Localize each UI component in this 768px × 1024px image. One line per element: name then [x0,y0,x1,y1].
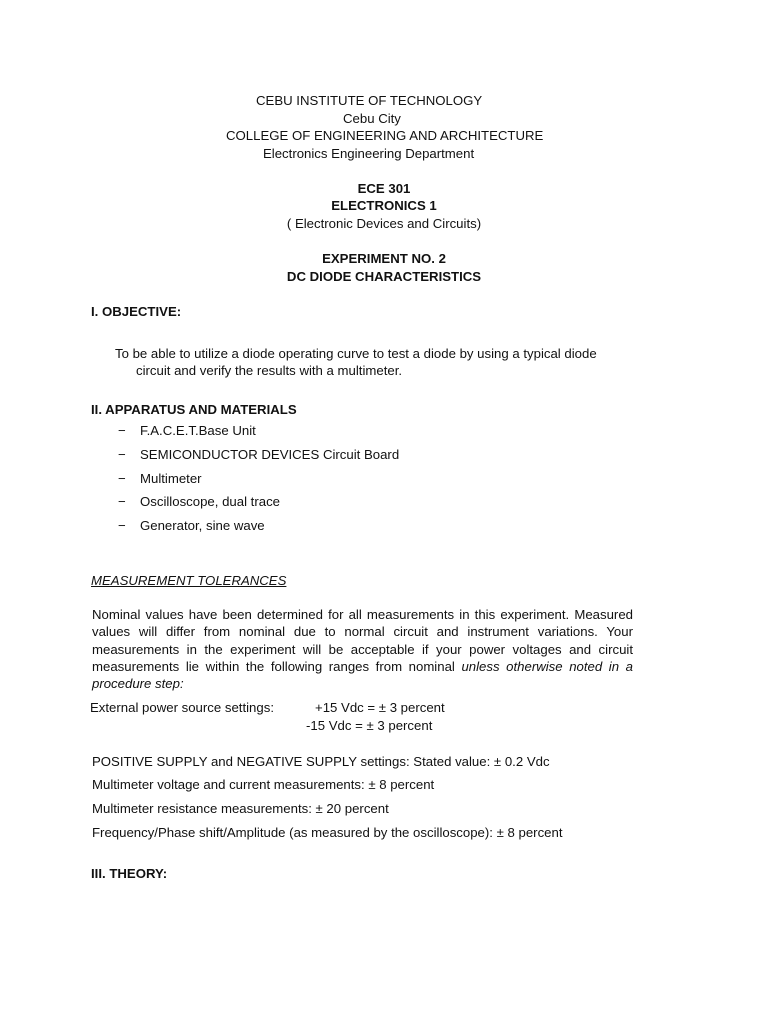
tolerance-line: Frequency/Phase shift/Amplitude (as measured by the oscilloscope): ± 8 percent [92,825,563,840]
tolerance-line: POSITIVE SUPPLY and NEGATIVE SUPPLY settings: Stated value: ± 0.2 Vdc [92,754,550,769]
institute-name: CEBU INSTITUTE OF TECHNOLOGY [256,93,483,108]
dash-icon: − [118,423,126,438]
dash-icon: − [118,494,126,509]
tolerance-line: Multimeter resistance measurements: ± 20 percent [92,801,389,816]
external-power-positive: +15 Vdc = ± 3 percent [315,700,445,715]
dash-icon: − [118,447,126,462]
tolerances-heading: MEASUREMENT TOLERANCES [91,573,287,588]
external-power-label: External power source settings: [90,700,274,715]
tolerances-paragraph-italic: unless otherwise noted in a procedure step: [92,658,633,692]
tolerances-paragraph: Nominal values have been determined for all measurements in this experiment. Measured values will differ from nominal due to normal circuit and instrument variations. Your measurements in the experiment will be acceptable if your power voltages and circuit measurements lie within the following ranges from nominal unless otherwise noted in a procedure step: [92,607,633,692]
external-power-negative: -15 Vdc = ± 3 percent [306,718,433,733]
city-name: Cebu City [343,111,401,126]
department-name: Electronics Engineering Department [263,146,475,161]
theory-heading: III. THEORY: [91,866,168,881]
course-subtitle: ( Electronic Devices and Circuits) [286,216,482,231]
objective-line-2: circuit and verify the results with a multimeter. [136,363,403,378]
course-code: ECE 301 [357,181,411,196]
experiment-title: DC DIODE CHARACTERISTICS [286,269,482,284]
course-name: ELECTRONICS 1 [331,198,437,213]
objective-text-1: To be able to utilize a diode operating curve to test a diode by using a typical diode [115,346,597,361]
tolerance-line: Multimeter voltage and current measurements: ± 8 percent [92,777,435,792]
college-name: COLLEGE OF ENGINEERING AND ARCHITECTURE [226,128,544,143]
experiment-number: EXPERIMENT NO. 2 [322,251,446,266]
dash-icon: − [118,518,126,533]
objective-heading: I. OBJECTIVE: [91,304,182,319]
apparatus-heading: II. APPARATUS AND MATERIALS [91,402,297,417]
dash-icon: − [118,471,126,486]
objective-line-1 [115,345,597,363]
